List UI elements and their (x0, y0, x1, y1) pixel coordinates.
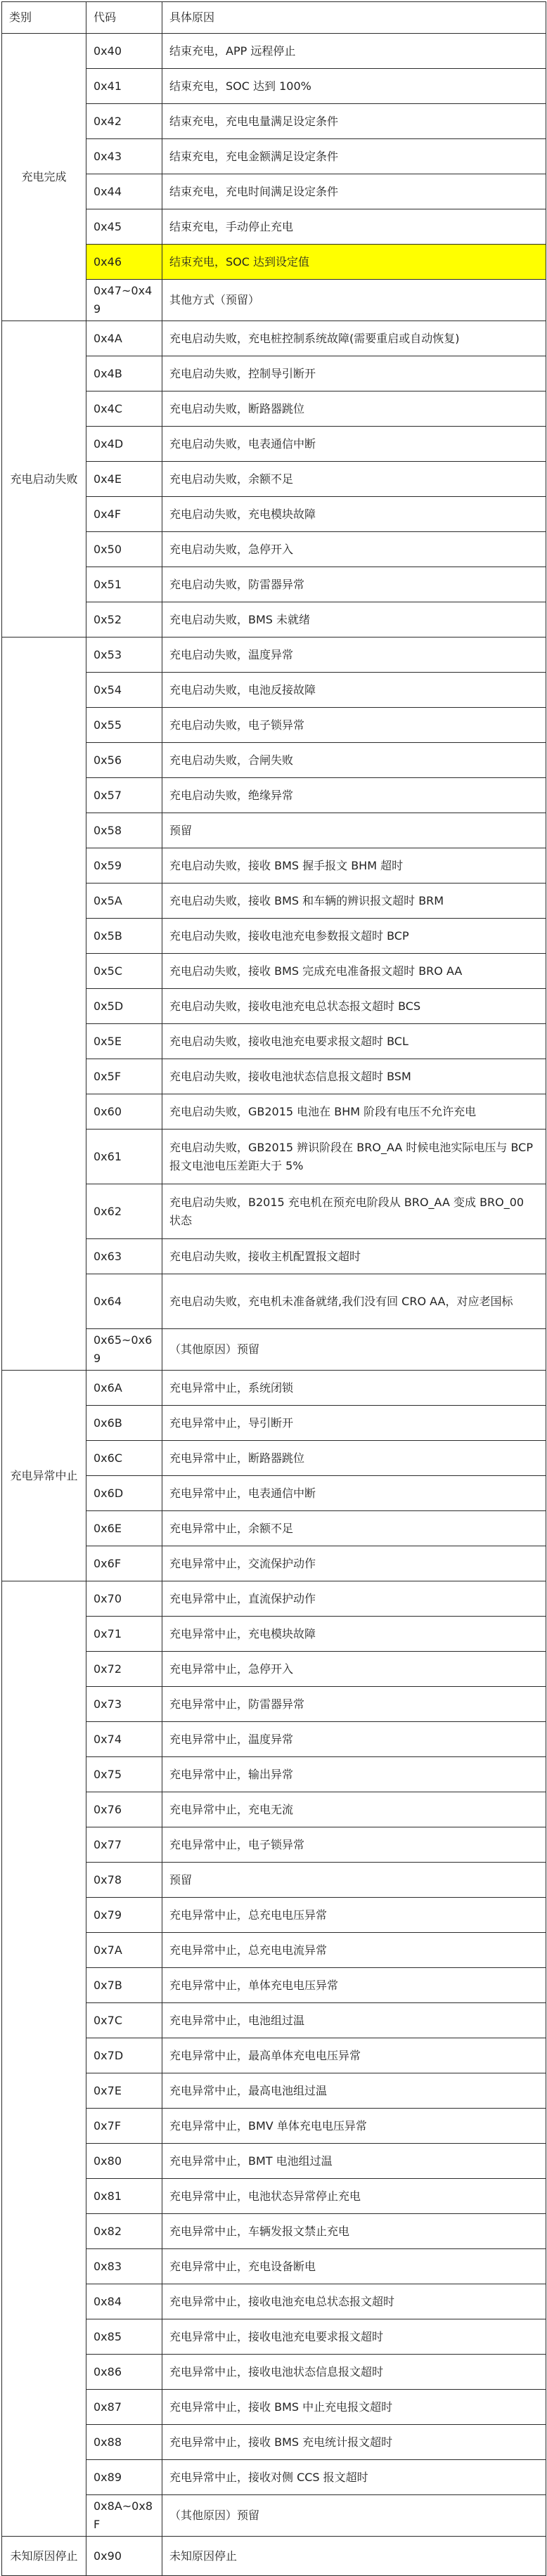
code-cell: 0x73 (86, 1687, 162, 1722)
code-cell: 0x4C (86, 391, 162, 427)
reason-cell: 充电异常中止，防雷器异常 (162, 1687, 546, 1722)
reason-cell: 未知原因停止 (162, 2537, 546, 2576)
code-cell: 0x41 (86, 69, 162, 104)
reason-cell: 充电异常中止，车辆发报文禁止充电 (162, 2214, 546, 2249)
code-cell: 0x79 (86, 1898, 162, 1933)
category-cell: 未知原因停止 (2, 2537, 86, 2576)
category-cell: 充电启动失败 (2, 321, 86, 637)
code-cell: 0x80 (86, 2144, 162, 2179)
table-body (2, 34, 546, 2576)
reason-cell: 充电启动失败，接收电池充电总状态报文超时 BCS (162, 989, 546, 1024)
table-row (2, 637, 546, 673)
code-cell: 0x86 (86, 2355, 162, 2390)
code-cell: 0x5D (86, 989, 162, 1024)
category-cell (2, 1581, 86, 2537)
code-cell: 0x7A (86, 1933, 162, 1968)
code-cell: 0x6E (86, 1511, 162, 1546)
reason-cell: 充电异常中止，电表通信中断 (162, 1476, 546, 1511)
code-cell: 0x55 (86, 708, 162, 743)
reason-cell: 充电启动失败，BMS 未就绪 (162, 602, 546, 637)
reason-cell: 充电启动失败，充电机未准备就绪,我们没有回 CRO AA，对应老国标 (162, 1274, 546, 1329)
reason-cell: 充电异常中止，余额不足 (162, 1511, 546, 1546)
reason-cell: 充电异常中止，接收 BMS 中止充电报文超时 (162, 2390, 546, 2425)
reason-cell: 充电启动失败，电子锁异常 (162, 708, 546, 743)
reason-cell: 充电异常中止，充电无流 (162, 1792, 546, 1827)
reason-cell: 充电启动失败，接收电池充电参数报文超时 BCP (162, 919, 546, 954)
code-cell: 0x72 (86, 1652, 162, 1687)
code-cell: 0x43 (86, 139, 162, 174)
reason-cell: 充电异常中止，急停开入 (162, 1652, 546, 1687)
code-cell: 0x5F (86, 1059, 162, 1094)
reason-cell: 充电启动失败，接收主机配置报文超时 (162, 1239, 546, 1274)
code-cell: 0x61 (86, 1130, 162, 1184)
code-cell: 0x64 (86, 1274, 162, 1329)
reason-cell: 充电启动失败，温度异常 (162, 637, 546, 673)
code-cell: 0x4A (86, 321, 162, 356)
code-cell: 0x4D (86, 427, 162, 462)
table-row (2, 34, 546, 69)
reason-cell: 充电异常中止，总充电电压异常 (162, 1898, 546, 1933)
code-cell: 0x7D (86, 2038, 162, 2073)
code-cell: 0x50 (86, 532, 162, 567)
reason-cell: 结束充电，SOC 达到 100% (162, 69, 546, 104)
reason-cell: 充电启动失败，电池反接故障 (162, 673, 546, 708)
reason-cell: 充电异常中止，BMT 电池组过温 (162, 2144, 546, 2179)
code-cell: 0x60 (86, 1094, 162, 1130)
reason-cell: 结束充电，充电电量满足设定条件 (162, 104, 546, 139)
code-cell: 0x54 (86, 673, 162, 708)
reason-cell: 充电启动失败，合闸失败 (162, 743, 546, 778)
reason-cell: 充电启动失败，余额不足 (162, 462, 546, 497)
reason-cell: 充电异常中止，电池状态异常停止充电 (162, 2179, 546, 2214)
code-cell: 0x62 (86, 1184, 162, 1239)
code-cell: 0x8A~0x8F (86, 2495, 162, 2537)
code-cell: 0x71 (86, 1617, 162, 1652)
code-cell: 0x52 (86, 602, 162, 637)
reason-cell: 充电异常中止，最高电池组过温 (162, 2073, 546, 2109)
code-cell: 0x75 (86, 1757, 162, 1792)
table-row (2, 321, 546, 356)
reason-cell: 充电异常中止，导引断开 (162, 1406, 546, 1441)
code-cell: 0x77 (86, 1827, 162, 1863)
code-cell: 0x5A (86, 884, 162, 919)
reason-cell: 充电异常中止，最高单体充电电压异常 (162, 2038, 546, 2073)
reason-cell: 充电启动失败，控制导引断开 (162, 356, 546, 391)
reason-cell: 充电异常中止，系统闭锁 (162, 1371, 546, 1406)
reason-cell: 充电启动失败，接收电池充电要求报文超时 BCL (162, 1024, 546, 1059)
reason-cell: 预留 (162, 813, 546, 848)
code-cell: 0x7E (86, 2073, 162, 2109)
reason-cell: 充电启动失败，B2015 充电机在预充电阶段从 BRO_AA 变成 BRO_00 状态 (162, 1184, 546, 1239)
code-cell: 0x63 (86, 1239, 162, 1274)
code-cell: 0x70 (86, 1581, 162, 1617)
code-cell: 0x78 (86, 1863, 162, 1898)
code-cell: 0x53 (86, 637, 162, 673)
code-cell: 0x82 (86, 2214, 162, 2249)
reason-cell: 充电异常中止，接收电池充电要求报文超时 (162, 2319, 546, 2355)
reason-cell: 充电异常中止，总充电电流异常 (162, 1933, 546, 1968)
reason-cell: 充电启动失败，充电模块故障 (162, 497, 546, 532)
reason-cell: 充电异常中止，接收电池充电总状态报文超时 (162, 2284, 546, 2319)
reason-cell: 充电异常中止，充电设备断电 (162, 2249, 546, 2284)
code-cell: 0x57 (86, 778, 162, 813)
table-row (2, 2537, 546, 2576)
header-reason: 具体原因 (162, 2, 546, 34)
code-cell: 0x7F (86, 2109, 162, 2144)
reason-cell: 充电异常中止，直流保护动作 (162, 1581, 546, 1617)
code-cell: 0x87 (86, 2390, 162, 2425)
code-cell: 0x7C (86, 2003, 162, 2038)
reason-cell: 充电启动失败，急停开入 (162, 532, 546, 567)
code-cell: 0x45 (86, 209, 162, 245)
reason-cell: 充电启动失败，电表通信中断 (162, 427, 546, 462)
code-cell: 0x6A (86, 1371, 162, 1406)
reason-cell: 充电异常中止，断路器跳位 (162, 1441, 546, 1476)
reason-cell: （其他原因）预留 (162, 2495, 546, 2537)
reason-cell: 结束充电，充电时间满足设定条件 (162, 174, 546, 209)
code-cell: 0x56 (86, 743, 162, 778)
code-cell: 0x83 (86, 2249, 162, 2284)
header-code: 代码 (86, 2, 162, 34)
reason-cell: 充电启动失败，接收 BMS 和车辆的辨识报文超时 BRM (162, 884, 546, 919)
code-cell: 0x4E (86, 462, 162, 497)
code-cell: 0x88 (86, 2425, 162, 2460)
code-cell: 0x6D (86, 1476, 162, 1511)
code-cell: 0x42 (86, 104, 162, 139)
reason-cell: 充电异常中止，接收 BMS 充电统计报文超时 (162, 2425, 546, 2460)
reason-cell: 充电启动失败，防雷器异常 (162, 567, 546, 602)
code-cell: 0x7B (86, 1968, 162, 2003)
code-cell: 0x4F (86, 497, 162, 532)
code-cell: 0x89 (86, 2460, 162, 2495)
reason-cell: 充电异常中止，电子锁异常 (162, 1827, 546, 1863)
code-cell: 0x46 (86, 245, 162, 280)
code-cell: 0x5E (86, 1024, 162, 1059)
stop-reason-table (1, 1, 546, 2576)
reason-cell: 充电启动失败，绝缘异常 (162, 778, 546, 813)
reason-cell: 充电异常中止，交流保护动作 (162, 1546, 546, 1581)
table-row (2, 1581, 546, 1617)
reason-cell: 充电异常中止，BMV 单体充电电压异常 (162, 2109, 546, 2144)
category-cell: 充电完成 (2, 34, 86, 321)
table-header (2, 2, 546, 34)
reason-cell: 其他方式（预留） (162, 280, 546, 321)
reason-cell: 结束充电，充电金额满足设定条件 (162, 139, 546, 174)
code-cell: 0x58 (86, 813, 162, 848)
code-cell: 0x59 (86, 848, 162, 884)
code-cell: 0x5B (86, 919, 162, 954)
reason-cell: 充电启动失败，接收电池状态信息报文超时 BSM (162, 1059, 546, 1094)
code-cell: 0x47~0x49 (86, 280, 162, 321)
reason-cell: 充电异常中止，充电模块故障 (162, 1617, 546, 1652)
code-cell: 0x5C (86, 954, 162, 989)
code-cell: 0x44 (86, 174, 162, 209)
header-category: 类别 (2, 2, 86, 34)
code-cell: 0x90 (86, 2537, 162, 2576)
reason-cell: 充电异常中止，接收对侧 CCS 报文超时 (162, 2460, 546, 2495)
table-row (2, 1371, 546, 1406)
code-cell: 0x6C (86, 1441, 162, 1476)
code-cell: 0x81 (86, 2179, 162, 2214)
code-cell: 0x74 (86, 1722, 162, 1757)
reason-cell: 结束充电，手动停止充电 (162, 209, 546, 245)
reason-cell: 充电异常中止，接收电池状态信息报文超时 (162, 2355, 546, 2390)
code-cell: 0x65~0x69 (86, 1329, 162, 1371)
category-cell (2, 637, 86, 1371)
code-cell: 0x51 (86, 567, 162, 602)
reason-cell: 充电启动失败，接收 BMS 完成充电准备报文超时 BRO AA (162, 954, 546, 989)
code-cell: 0x76 (86, 1792, 162, 1827)
reason-cell: 充电启动失败，接收 BMS 握手报文 BHM 超时 (162, 848, 546, 884)
code-cell: 0x6B (86, 1406, 162, 1441)
reason-cell: 充电启动失败，断路器跳位 (162, 391, 546, 427)
reason-cell: 预留 (162, 1863, 546, 1898)
category-cell: 充电异常中止 (2, 1371, 86, 1581)
code-cell: 0x84 (86, 2284, 162, 2319)
reason-cell: 结束充电，APP 远程停止 (162, 34, 546, 69)
reason-cell: 结束充电，SOC 达到设定值 (162, 245, 546, 280)
code-cell: 0x40 (86, 34, 162, 69)
reason-cell: 充电启动失败，充电桩控制系统故障(需要重启或自动恢复) (162, 321, 546, 356)
reason-cell: 充电启动失败，GB2015 辨识阶段在 BRO_AA 时候电池实际电压与 BCP 报文电池电压差距大于 5% (162, 1130, 546, 1184)
reason-cell: 充电异常中止，输出异常 (162, 1757, 546, 1792)
code-cell: 0x85 (86, 2319, 162, 2355)
reason-cell: 充电异常中止，单体充电电压异常 (162, 1968, 546, 2003)
reason-cell: 充电启动失败，GB2015 电池在 BHM 阶段有电压不允许充电 (162, 1094, 546, 1130)
reason-cell: 充电异常中止，温度异常 (162, 1722, 546, 1757)
reason-cell: （其他原因）预留 (162, 1329, 546, 1371)
reason-cell: 充电异常中止，电池组过温 (162, 2003, 546, 2038)
code-cell: 0x4B (86, 356, 162, 391)
code-cell: 0x6F (86, 1546, 162, 1581)
